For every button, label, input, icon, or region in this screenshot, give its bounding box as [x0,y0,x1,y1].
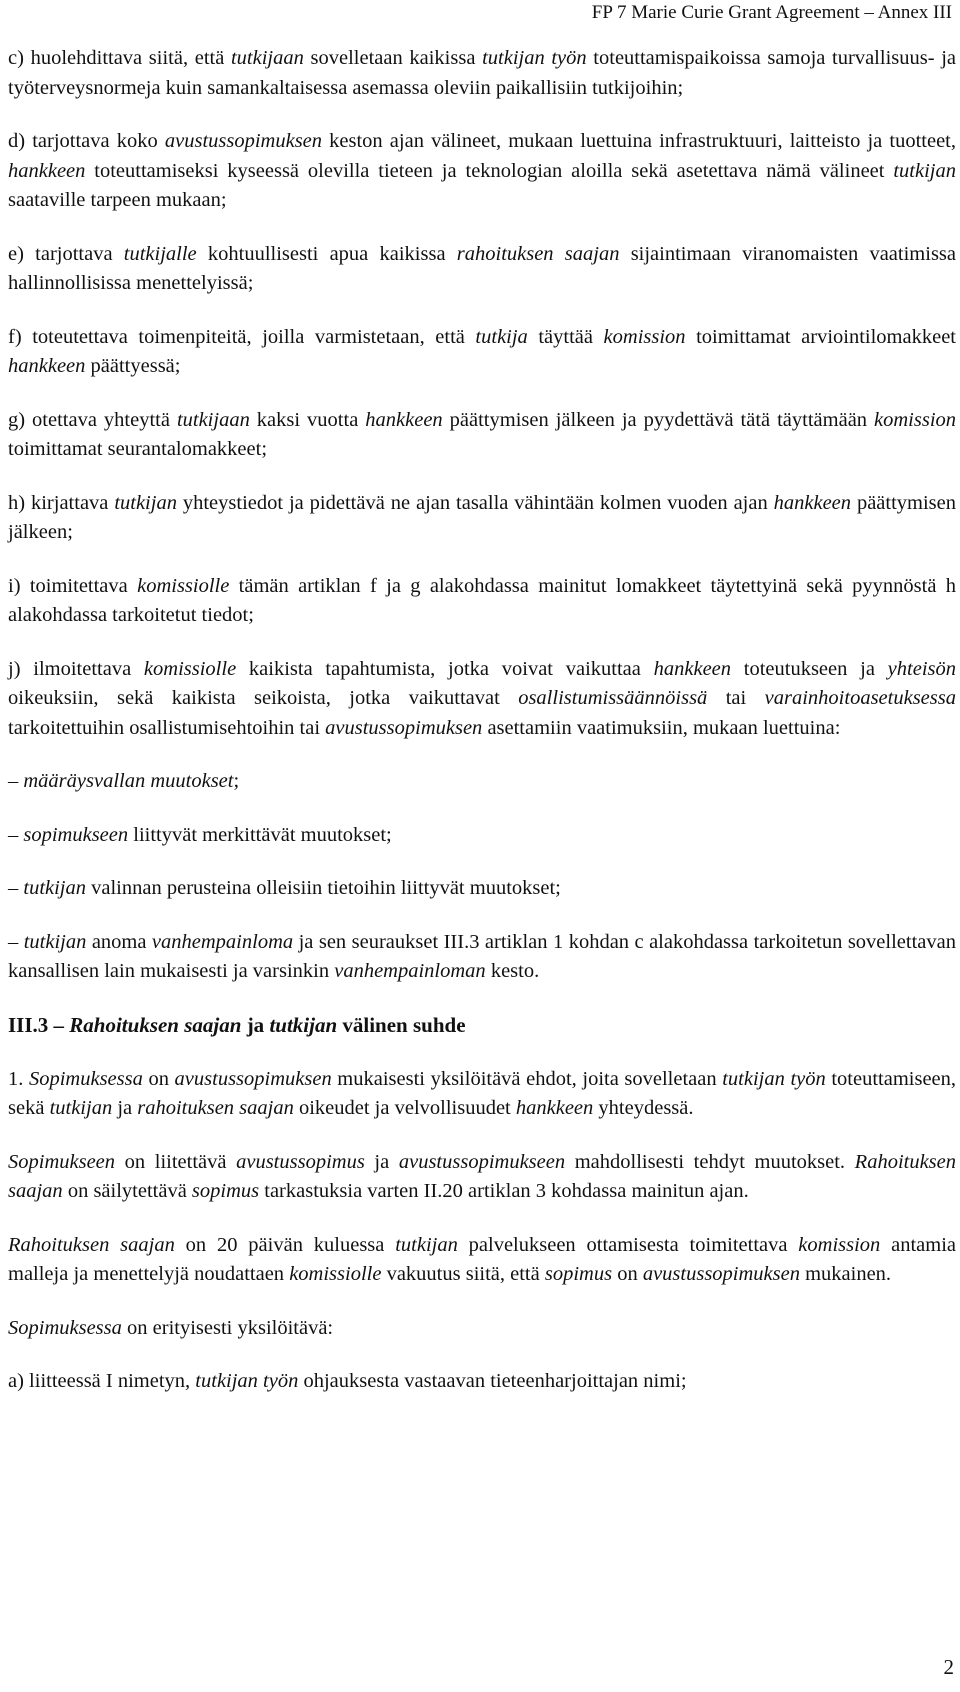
paragraph-g [8,406,956,465]
text-run: – [8,823,24,846]
emphasized-term: määräysvallan muutokset [23,770,234,792]
text-run: päättymisen jälkeen; [8,491,956,543]
paragraph-pa [8,1367,956,1397]
emphasized-term: Sopimuksessa [28,1067,143,1090]
text-run: on säilytettävä [62,1180,192,1202]
emphasized-term: Rahoituksen saajan [8,1150,957,1202]
paragraph-f [8,323,956,382]
paragraph-i [8,572,956,631]
paragraph-dash1 [8,767,956,797]
page-number: 2 [943,1655,954,1679]
paragraph-e [8,240,956,299]
text-run: toteuttamiseksi kyseessä olevilla tieteen ja teknologian aloilla sekä asetettava nämä välineet [85,159,894,182]
text-run: toteutukseen ja [731,657,888,680]
emphasized-term: tutkija [475,325,528,348]
text-run: toteuttamiseen, sekä [8,1067,957,1119]
text-run: sovelletaan kaikissa [303,47,483,69]
text-run: yhteystiedot ja pidettävä ne ajan tasalla vähintään kolmen vuoden ajan [176,491,774,514]
text-run: c) huolehdittava siitä, että [8,47,231,69]
text-run: on 20 päivän kuluessa [174,1233,396,1256]
text-run: kaikista tapahtumista, jotka voivat vaikuttaa [236,657,654,680]
emphasized-term: Rahoituksen saajan [69,1012,242,1037]
paragraph-p2 [8,1148,956,1207]
emphasized-term: hankkeen [515,1097,594,1119]
text-run: täyttää [527,325,604,348]
emphasized-term: avustussopimuksen [174,1067,332,1090]
text-run: h) kirjattava [8,491,115,514]
text-run: on liitettävä [115,1150,237,1173]
text-run: tai [707,687,765,709]
text-run: d) tarjottava koko [8,130,165,152]
emphasized-term: tutkijan [893,159,956,182]
emphasized-term: avustussopimuksen [642,1263,800,1285]
text-run: mahdollisesti tehdyt muutokset. [565,1150,855,1173]
emphasized-term: hankkeen [365,408,443,431]
paragraph-dash4 [8,928,956,987]
text-run: ja [364,1150,399,1173]
emphasized-term: sopimus [544,1263,613,1285]
emphasized-term: vanhempainloman [334,960,486,982]
text-run: – [8,930,24,953]
emphasized-term: avustussopimuksen [164,130,323,152]
emphasized-term: tutkijan [23,877,87,899]
text-run: g) otettava yhteyttä [8,408,177,431]
emphasized-term: Sopimuksessa [8,1316,122,1339]
paragraph-p3 [8,1231,956,1290]
paragraph-d [8,127,956,216]
text-run: 1. [8,1067,29,1090]
paragraph-p4 [8,1314,956,1344]
emphasized-term: tutkijan [395,1233,458,1256]
text-run: ja [112,1097,138,1119]
text-run: kesto. [485,960,540,982]
emphasized-term: sopimus [191,1180,260,1202]
emphasized-term: tutkijaan [230,47,304,69]
emphasized-term: Rahoituksen saajan [8,1233,175,1256]
emphasized-term: hankkeen [8,355,86,377]
text-run: kohtuullisesti apua kaikissa [196,242,457,265]
emphasized-term: vanhempainloma [151,930,294,953]
text-run: oikeuksiin, sekä kaikista seikoista, jotka vaikuttavat [8,687,519,709]
text-run: yhteydessä. [593,1097,694,1119]
text-run: päättyessä; [85,355,181,377]
text-run: e) tarjottava [8,242,124,265]
emphasized-term: komissiolle [143,657,237,680]
emphasized-term: osallistumissäännöissä [518,687,708,709]
text-run: palvelukseen ottamisesta toimitettava [457,1233,799,1256]
emphasized-term: tutkijan [49,1097,113,1119]
text-run: välinen suhde [337,1012,466,1037]
text-run: oikeudet ja velvollisuudet [293,1097,516,1119]
text-run: toimittamat seurantalomakkeet; [8,438,268,460]
emphasized-term: avustussopimus [236,1150,365,1173]
emphasized-term: komissiolle [289,1263,382,1285]
emphasized-term: avustussopimuksen [325,716,483,739]
emphasized-term: komission [798,1233,881,1256]
text-run: anoma [86,930,152,953]
paragraph-c [8,44,956,103]
text-run: ja [241,1012,270,1037]
emphasized-term: tutkijalle [123,242,197,265]
paragraph-j [8,655,956,744]
text-run: III.3 – [8,1012,70,1037]
emphasized-term: tutkijan [23,930,87,953]
text-run: tarkoitettuihin osallistumisehtoihin tai [8,716,326,739]
text-run: valinnan perusteina olleisiin tietoihin liittyvät muutokset; [86,877,561,899]
paragraph-h [8,489,956,548]
text-run: liittyvät merkittävät muutokset; [128,823,392,846]
emphasized-term: tutkijan [114,491,177,514]
page-header: FP 7 Marie Curie Grant Agreement – Annex III [591,2,952,23]
emphasized-term: komission [874,408,957,431]
text-run: ohjauksesta vastaavan tieteenharjoittajan nimi; [298,1370,687,1392]
emphasized-term: rahoituksen saajan [137,1097,294,1119]
emphasized-term: komissiolle [137,574,230,597]
emphasized-term: sopimukseen [23,823,129,846]
text-run: j) ilmoitettava [8,657,144,680]
text-run: toteuttamispaikoissa samoja turvallisuus- ja työterveysnormeja kuin samankaltaisessa asemassa oleviin paikallisiin tutkijoihin; [8,47,956,99]
text-run: toimittamat arviointilomakkeet [685,325,956,348]
emphasized-term: tutkijan [269,1012,338,1037]
text-run: päättymisen jälkeen ja pyydettävä tätä täyttämään [442,408,875,431]
emphasized-term: Sopimukseen [8,1150,116,1173]
text-run: f) toteutettava toimenpiteitä, joilla varmistetaan, että [8,325,476,348]
text-run: on [612,1263,643,1285]
text-run: kaksi vuotta [249,408,366,431]
text-run: mukainen. [799,1263,892,1285]
text-run: – [8,877,24,899]
text-run: tarkastuksia varten II.20 artiklan 3 kohdassa mainitun ajan. [259,1180,749,1202]
text-run: vakuutus siitä, että [381,1263,545,1285]
text-run: ; [233,770,240,792]
text-run: ja sen seuraukset III.3 artiklan 1 kohdan c alakohdassa tarkoitetun sovellettavan kansallisen lain mukaisesti ja varsinkin [8,930,956,982]
emphasized-term: komission [603,325,686,348]
text-run: tämän artiklan f ja g alakohdassa mainitut lomakkeet täytettyinä sekä pyynnöstä h alakohdassa tarkoitetut tiedot; [8,574,956,626]
emphasized-term: hankkeen [773,491,852,514]
text-run: a) liitteessä I nimetyn, [8,1370,196,1392]
emphasized-term: tutkijaan [176,408,250,431]
emphasized-term: hankkeen [653,657,732,680]
emphasized-term: tutkijan työn [722,1067,826,1090]
text-run: antamia malleja ja menettelyjä noudattaen [8,1233,957,1285]
section-heading [8,1011,956,1040]
paragraph-p1 [8,1065,956,1124]
emphasized-term: rahoituksen saajan [456,242,620,265]
emphasized-term: avustussopimukseen [398,1150,566,1173]
text-run: i) toimitettava [8,574,138,597]
text-run: keston ajan välineet, mukaan luettuina infrastruktuuri, laitteisto ja tuotteet, [322,130,957,152]
emphasized-term: yhteisön [887,657,956,680]
text-run: mukaisesti yksilöitävä ehdot, joita sovelletaan [331,1067,723,1090]
emphasized-term: tutkijan työn [482,47,587,69]
text-run: on erityisesti yksilöitävä: [121,1316,334,1339]
document-body [8,44,956,1421]
paragraph-dash3 [8,874,956,904]
emphasized-term: tutkijan työn [195,1370,299,1392]
text-run: asettamiin vaatimuksiin, mukaan luettuina: [482,716,841,739]
text-run: saataville tarpeen mukaan; [8,189,227,211]
text-run: – [8,770,24,792]
paragraph-dash2 [8,821,956,851]
text-run: sijaintimaan viranomaisten vaatimissa hallinnollisissa menettelyissä; [8,242,956,294]
text-run: on [142,1067,175,1090]
emphasized-term: hankkeen [8,159,86,182]
emphasized-term: varainhoitoasetuksessa [764,687,956,709]
